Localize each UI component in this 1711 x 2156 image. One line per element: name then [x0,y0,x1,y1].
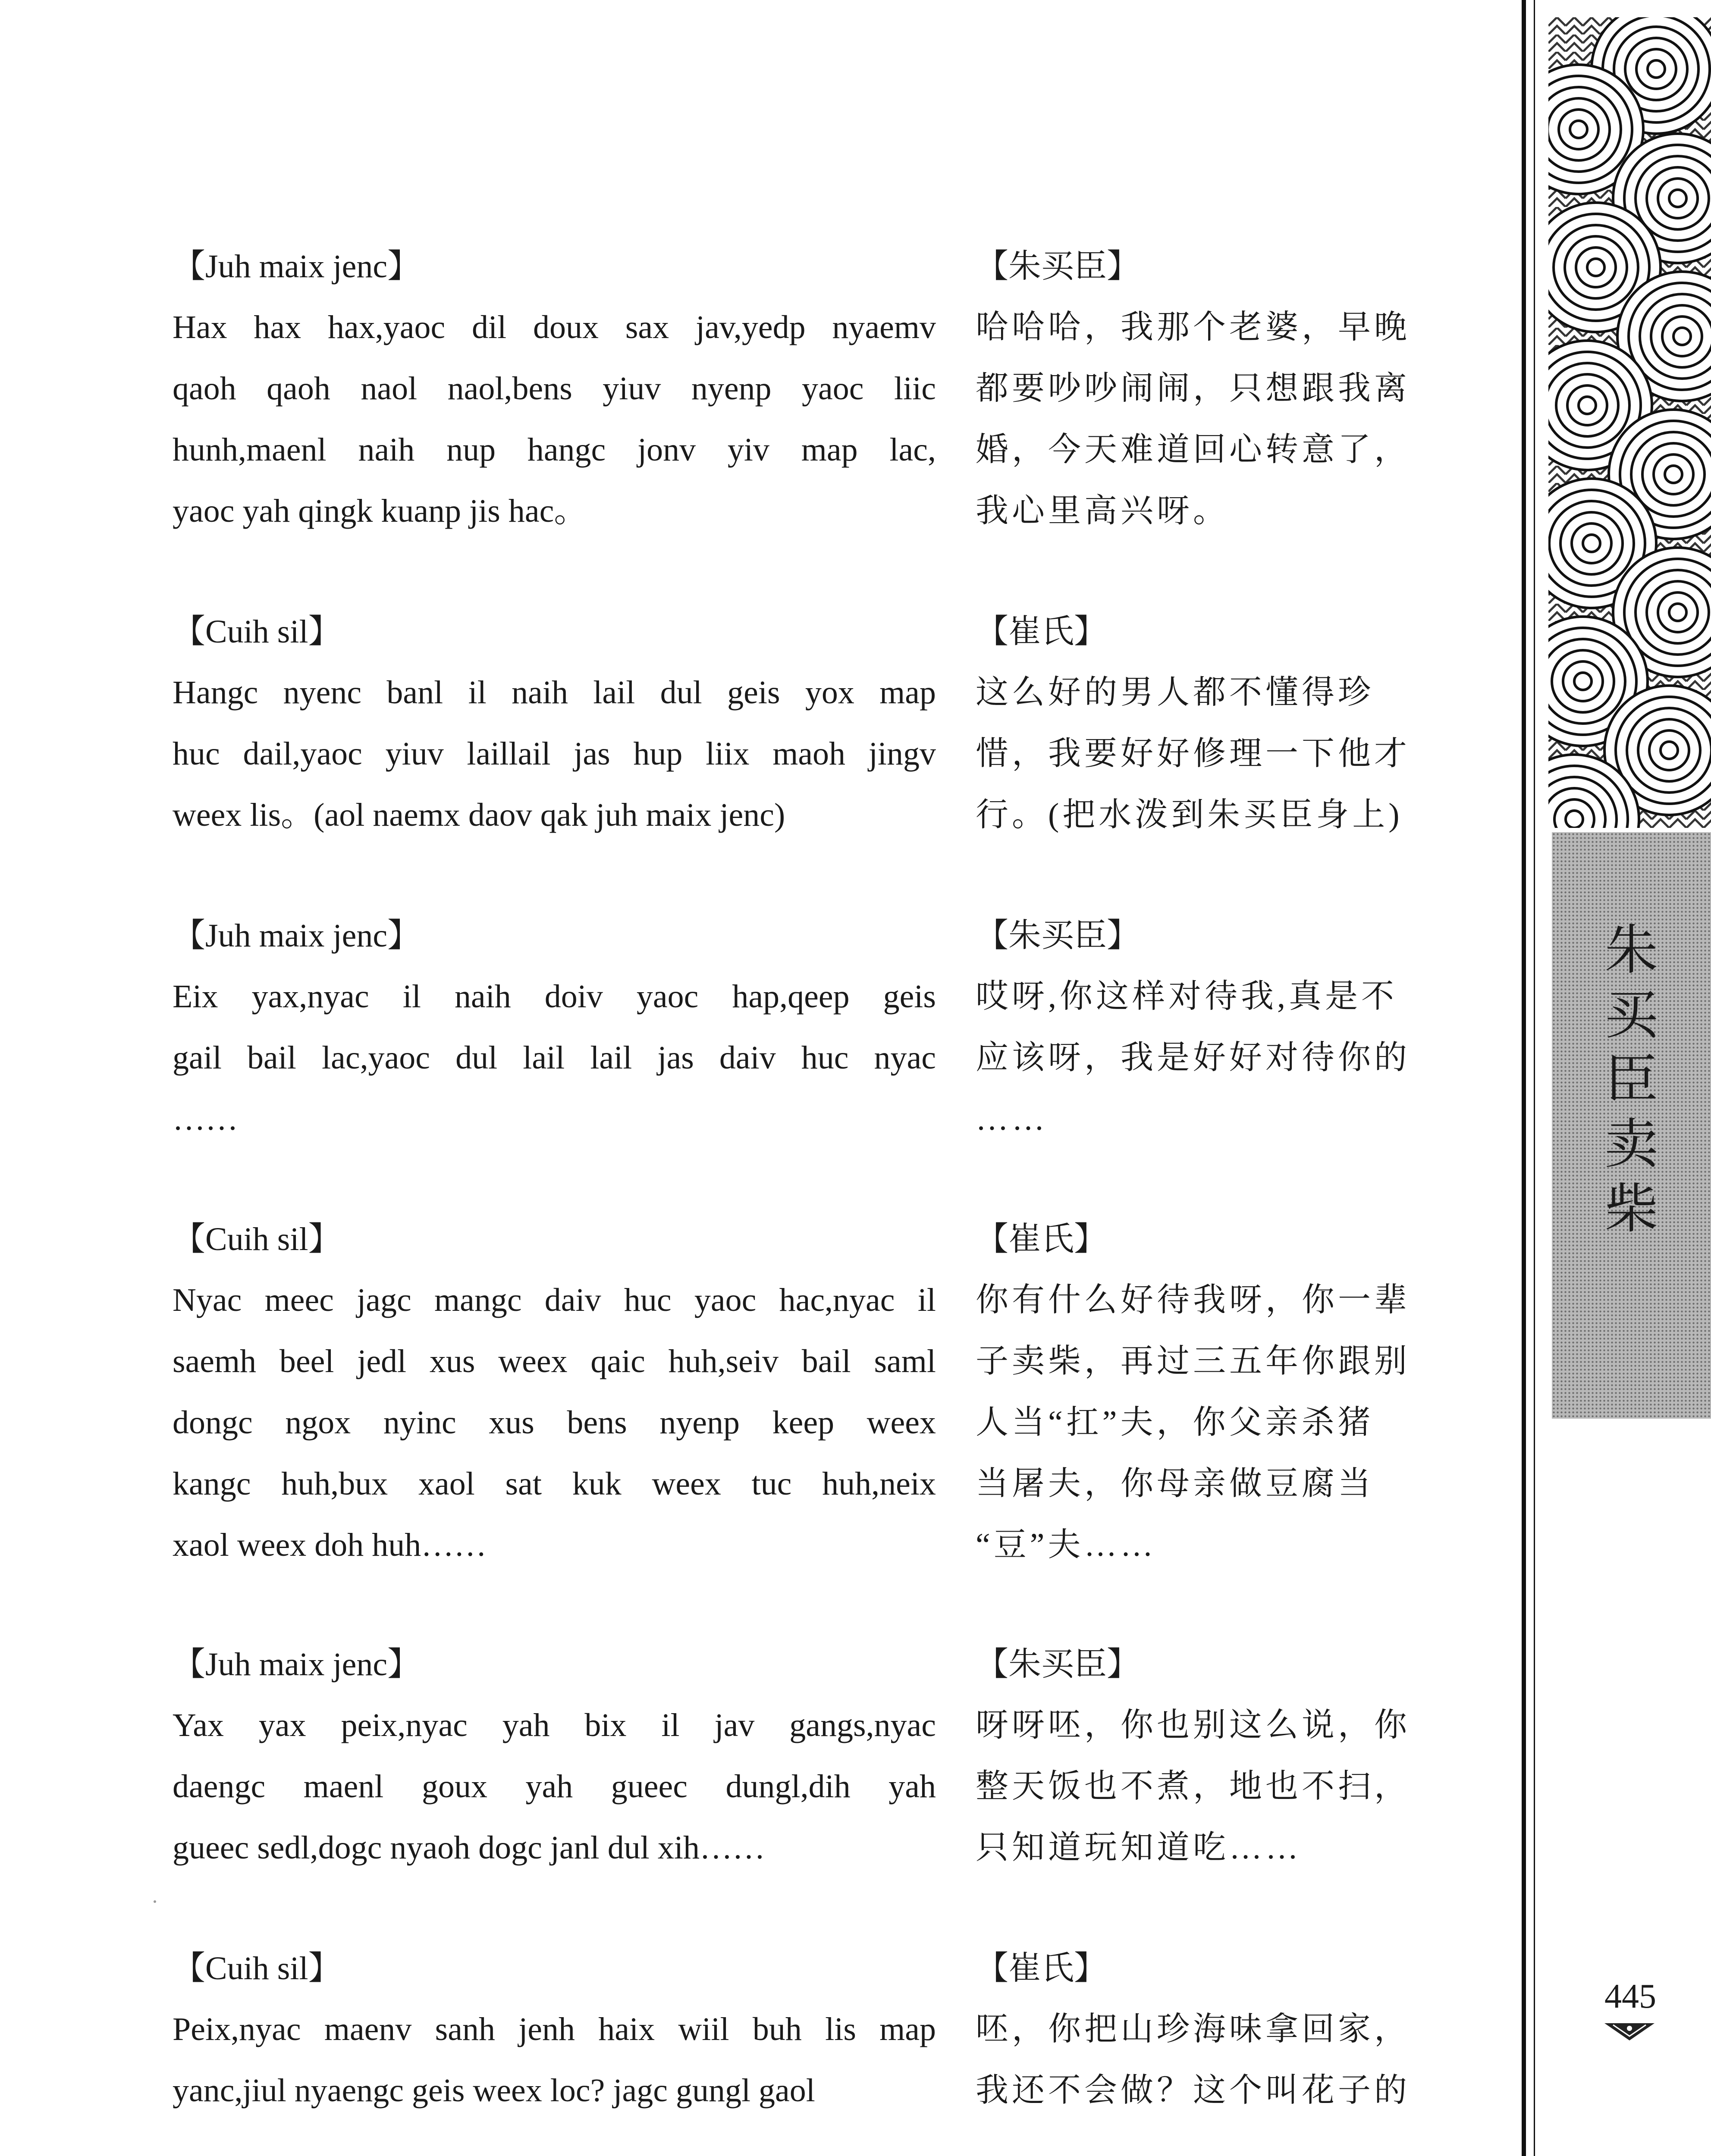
text-line: saemh beel jedl xus weex qaic huh,seiv bail saml [173,1343,936,1379]
text-line: …… [173,1101,238,1137]
text-line: yaoc yah qingk kuanp jis hac。 [173,493,587,529]
text-line: 我还不会做？这个叫花子的 [976,2072,1410,2109]
text-line: 你有什么好待我呀，你一辈 [976,1282,1410,1318]
dialogue-block-dong [173,1634,936,1878]
speaker-label: 【朱买臣】 [976,1646,1140,1683]
text-line: 惜，我要好好修理一下他才 [976,736,1410,772]
text-line: Eix yax,nyac il naih doiv yaoc hap,qeep geis [173,978,936,1015]
text-line: Nyac meec jagc mangc daiv huc yaoc hac,nyac il [173,1282,936,1318]
text-line: 子卖柴，再过三五年你跟别 [976,1343,1410,1379]
text-line: 呀呀呸，你也别这么说，你 [976,1707,1410,1743]
dialogue-block-chinese [976,236,1450,542]
text-line: 整天饭也不煮，地也不扫， [976,1768,1410,1805]
text-line: kangc huh,bux xaol sat kuk weex tuc huh,neix [173,1466,936,1502]
speaker-label: 【Juh maix jenc】 [173,918,421,954]
chapter-title [1552,918,1711,1242]
text-line: qaoh qaoh naol naol,bens yiuv nyenp yaoc liic [173,370,936,407]
text-line: hunh,maenl naih nup hangc jonv yiv map lac, [173,432,936,468]
speaker-label: 【Cuih sil】 [173,1950,341,1987]
dialogue-block-chinese [976,1209,1450,1576]
text-line: gueec sedl,dogc nyaoh dogc janl dul xih…… [173,1830,766,1866]
text-line: Hax hax hax,yaoc dil doux sax jav,yedp nyaemv [173,309,936,345]
text-line: gail bail lac,yaoc dul lail lail jas daiv huc nyac [173,1040,936,1076]
text-line: 呸，你把山珍海味拿回家， [976,2011,1410,2047]
chapter-title-char: 朱 [1604,921,1658,980]
dialogue-block-chinese [976,906,1450,1150]
speaker-label: 【Juh maix jenc】 [173,1646,421,1683]
page-number: 445 [1604,1977,1656,2015]
margin-rule [1522,0,1526,2156]
speaker-label: 【朱买臣】 [976,918,1140,954]
speaker-label: 【Juh maix jenc】 [173,248,421,285]
dialogue-block-dong [173,602,936,846]
dialogue-block-dong [173,906,936,1150]
text-line: daengc maenl goux yah gueec dungl,dih yah [173,1768,936,1805]
chapter-title-char: 买 [1604,986,1658,1045]
dialogue-block-dong [173,1209,936,1576]
dialogue-block-dong [173,1938,936,2121]
text-line: 哈哈哈，我那个老婆，早晚 [976,309,1410,345]
text-line: huc dail,yaoc yiuv laillail jas hup liix maoh jingv [173,736,936,772]
chapter-title-char: 臣 [1604,1050,1658,1109]
text-line: weex lis。(aol naemx daov qak juh maix jenc) [173,797,785,833]
text-line: 我心里高兴呀。 [976,493,1229,529]
text-line: 哎呀,你这样对待我,真是不 [976,978,1397,1015]
speaker-label: 【崔氏】 [976,1950,1107,1987]
chapter-tab [1552,832,1711,1419]
speaker-label: 【崔氏】 [976,614,1107,650]
text-line: Yax yax peix,nyac yah bix il jav gangs,nyac [173,1707,936,1743]
text-line: 这么好的男人都不懂得珍 [976,674,1374,711]
chapter-title-char: 卖 [1604,1115,1658,1174]
text-line: 行。(把水泼到朱买臣身上) [976,797,1403,833]
text-line: dongc ngox nyinc xus bens nyenp keep weex [173,1404,936,1441]
text-line: 应该呀，我是好好对待你的 [976,1040,1410,1076]
dialogue-block-dong [173,236,936,542]
margin-mark [154,1900,156,1903]
text-line: yanc,jiul nyaengc geis weex loc? jagc gungl gaol [173,2072,815,2109]
margin-rule [1534,0,1535,2156]
text-line: Peix,nyac maenv sanh jenh haix wiil buh lis map [173,2011,936,2047]
text-line: 都要吵吵闹闹，只想跟我离 [976,370,1410,407]
text-line: “豆”夫…… [976,1527,1157,1563]
speaker-label: 【Cuih sil】 [173,614,341,650]
page-number-ornament-icon [1604,2021,1655,2042]
dialogue-block-chinese [976,1634,1450,1878]
text-line: 只知道玩知道吃…… [976,1830,1302,1866]
dialogue-block-chinese [976,1938,1450,2121]
dialogue-block-chinese [976,602,1450,846]
text-line: 当屠夫，你母亲做豆腐当 [976,1466,1374,1502]
text-line: 婚，今天难道回心转意了， [976,432,1410,468]
chapter-title-char: 柴 [1604,1180,1658,1239]
text-line: xaol weex doh huh…… [173,1527,487,1563]
text-line: …… [976,1101,1048,1137]
text-line: Hangc nyenc banl il naih lail dul geis yox map [173,674,936,711]
cloud-pattern-ornament [1548,17,1711,828]
speaker-label: 【Cuih sil】 [173,1221,341,1257]
speaker-label: 【崔氏】 [976,1221,1107,1257]
text-line: 人当“扛”夫，你父亲杀猪 [976,1404,1374,1441]
speaker-label: 【朱买臣】 [976,248,1140,285]
